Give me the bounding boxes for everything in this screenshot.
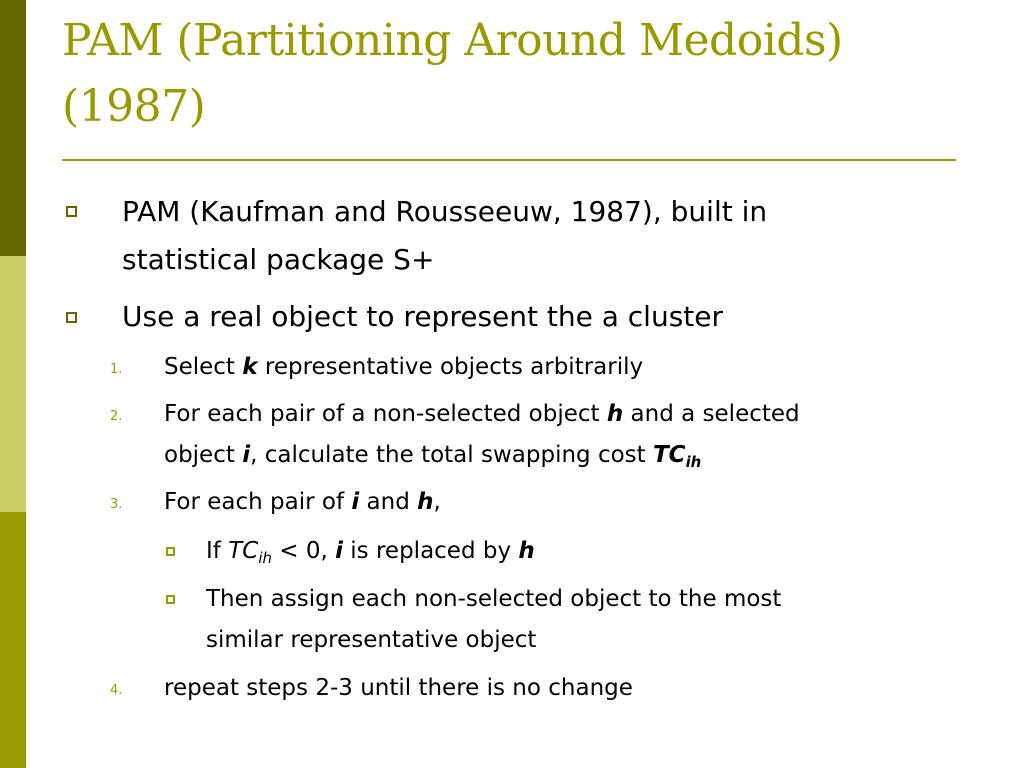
var-tc-subscript: ih (258, 549, 272, 568)
step-1-number: 1. (110, 362, 123, 377)
title-line-2: (1987) (62, 81, 206, 132)
step-2-line-2-prefix: object (164, 442, 243, 468)
step-2-line-1-prefix: For each pair of a non-selected object (164, 401, 607, 427)
step-3a-prefix: If (206, 538, 229, 564)
step-3-text (164, 482, 964, 523)
step-1-prefix: Select (164, 354, 243, 380)
step-3a-middle-2: is replaced by (342, 538, 519, 564)
var-h: h (606, 401, 624, 427)
step-1-suffix: representative objects arbitrarily (257, 354, 644, 380)
square-bullet-icon (166, 547, 175, 556)
var-tc-subscript: ih (685, 453, 702, 472)
var-h: h (417, 489, 434, 515)
step-2-text (164, 394, 964, 476)
bullet-1-text (122, 188, 952, 284)
step-3-suffix: , (433, 489, 441, 515)
var-k: k (242, 354, 258, 380)
var-tc: TC (228, 538, 259, 564)
var-tc: TC (652, 442, 686, 468)
step-3a-text (206, 531, 946, 572)
square-bullet-icon (66, 206, 77, 217)
step-3-and: and (359, 489, 418, 515)
step-3-number: 3. (110, 497, 123, 512)
step-4-text: repeat steps 2-3 until there is no change (164, 675, 633, 701)
square-bullet-icon (166, 595, 175, 604)
bullet-2-text: Use a real object to represent the a cluster (122, 300, 724, 333)
step-3b-line-1: Then assign each non-selected object to the most (206, 586, 782, 612)
title-line-1: PAM (Partitioning Around Medoids) (62, 15, 843, 66)
var-h: h (518, 538, 535, 564)
step-2-line-2-middle: , calculate the total swapping cost (250, 442, 653, 468)
var-i: i (335, 538, 343, 564)
var-i: i (242, 442, 251, 468)
step-1-text (164, 347, 964, 388)
step-3b-text (206, 579, 946, 661)
square-bullet-icon (66, 312, 77, 323)
step-4-number: 4. (110, 683, 123, 698)
step-3-prefix: For each pair of (164, 489, 352, 515)
step-2-number: 2. (110, 409, 123, 424)
var-i: i (351, 489, 360, 515)
bullet-1-line-2: statistical package S+ (122, 243, 435, 276)
step-3b-line-2: similar representative object (206, 627, 537, 653)
step-2-line-1-suffix: and a selected (623, 401, 800, 427)
bullet-1-line-1: PAM (Kaufman and Rousseeuw, 1987), built in (122, 195, 768, 228)
step-3a-middle: < 0, (271, 538, 336, 564)
